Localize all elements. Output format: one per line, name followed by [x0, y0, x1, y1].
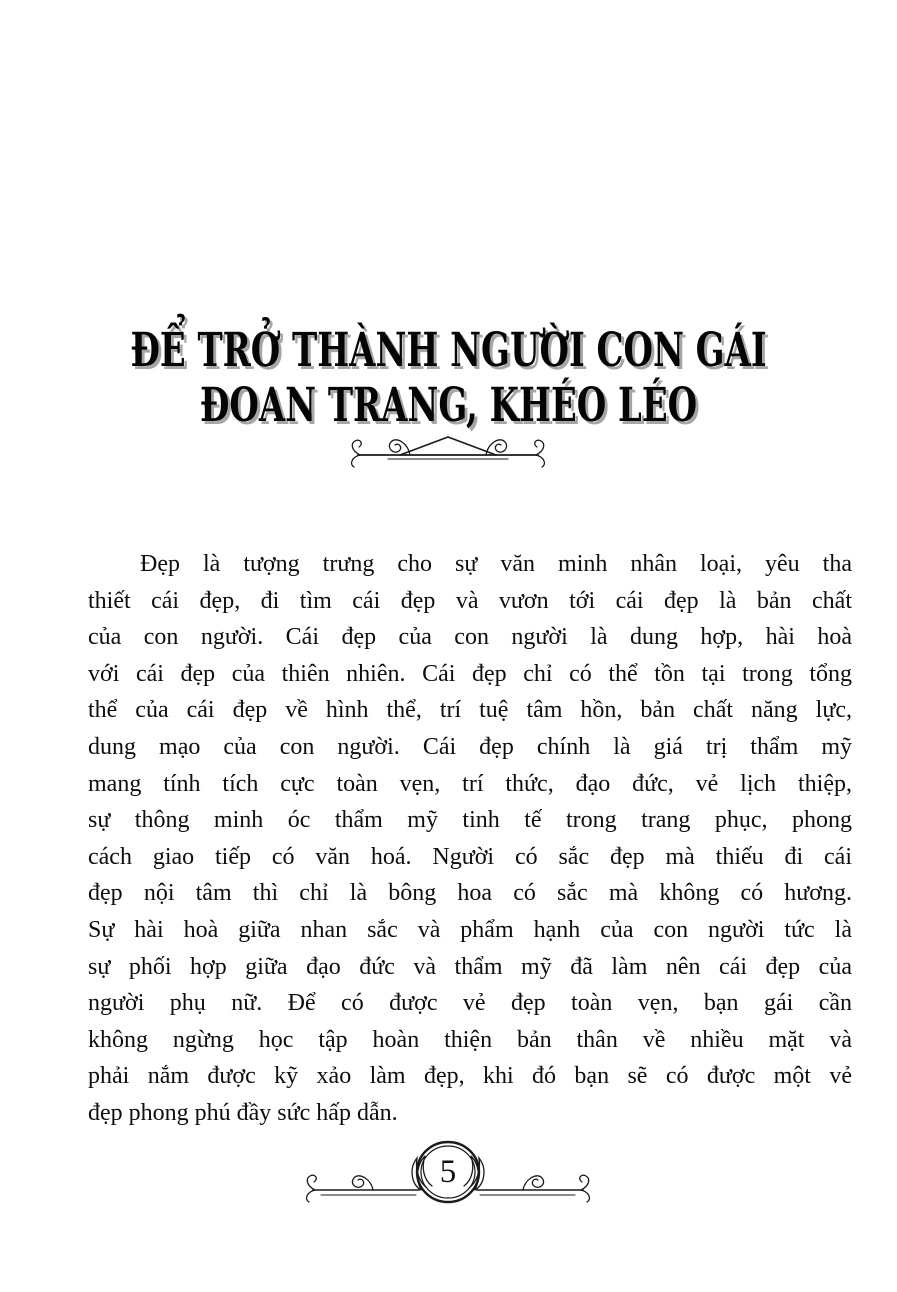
- body-text-line: của con người. Cái đẹp của con người là dung hợp, hài hoà: [88, 624, 852, 651]
- body-text-line: với cái đẹp của thiên nhiên. Cái đẹp chỉ có thể tồn tại trong tổng: [88, 660, 852, 687]
- body-text-line: Sự hài hoà giữa nhan sắc và phẩm hạnh của con người tức là: [88, 916, 852, 943]
- chapter-title-line-2: ĐOAN TRANG, KHÉO LÉO: [199, 378, 698, 433]
- body-text-line: mang tính tích cực toàn vẹn, trí thức, đạo đức, vẻ lịch thiệp,: [88, 770, 852, 797]
- page-number-flourish-icon: [303, 1134, 593, 1214]
- body-text-line: phải nắm được kỹ xảo làm đẹp, khi đó bạn sẽ có được một vẻ: [88, 1063, 852, 1090]
- body-text-line: sự phối hợp giữa đạo đức và thẩm mỹ đã làm nên cái đẹp của: [88, 953, 852, 980]
- body-text-line: thể của cái đẹp về hình thể, trí tuệ tâm hồn, bản chất năng lực,: [88, 697, 852, 724]
- body-text-line: cách giao tiếp có văn hoá. Người có sắc đẹp mà thiếu đi cái: [88, 843, 852, 870]
- chapter-title: [0, 323, 897, 433]
- flourish-divider-icon: [348, 424, 548, 472]
- chapter-title-line-1: ĐỂ TRỞ THÀNH NGƯỜI CON GÁI: [130, 323, 767, 378]
- body-text-line: người phụ nữ. Để có được vẻ đẹp toàn vẹn, bạn gái cần: [88, 990, 852, 1017]
- body-text-line: thiết cái đẹp, đi tìm cái đẹp và vươn tới cái đẹp là bản chất: [88, 587, 852, 614]
- page-number: 5: [439, 1154, 457, 1190]
- body-text-line: đẹp nội tâm thì chỉ là bông hoa có sắc mà không có hương.: [88, 880, 852, 907]
- body-text-line: Đẹp là tượng trưng cho sự văn minh nhân loại, yêu tha: [140, 551, 852, 577]
- body-text-line: sự thông minh óc thẩm mỹ tinh tế trong trang phục, phong: [88, 807, 852, 834]
- body-paragraph: [88, 546, 852, 1132]
- body-text-line: đẹp phong phú đầy sức hấp dẫn.: [88, 1099, 398, 1126]
- body-text-line: dung mạo của con người. Cái đẹp chính là giá trị thẩm mỹ: [88, 733, 852, 760]
- body-text-line: không ngừng học tập hoàn thiện bản thân về nhiều mặt và: [88, 1026, 852, 1053]
